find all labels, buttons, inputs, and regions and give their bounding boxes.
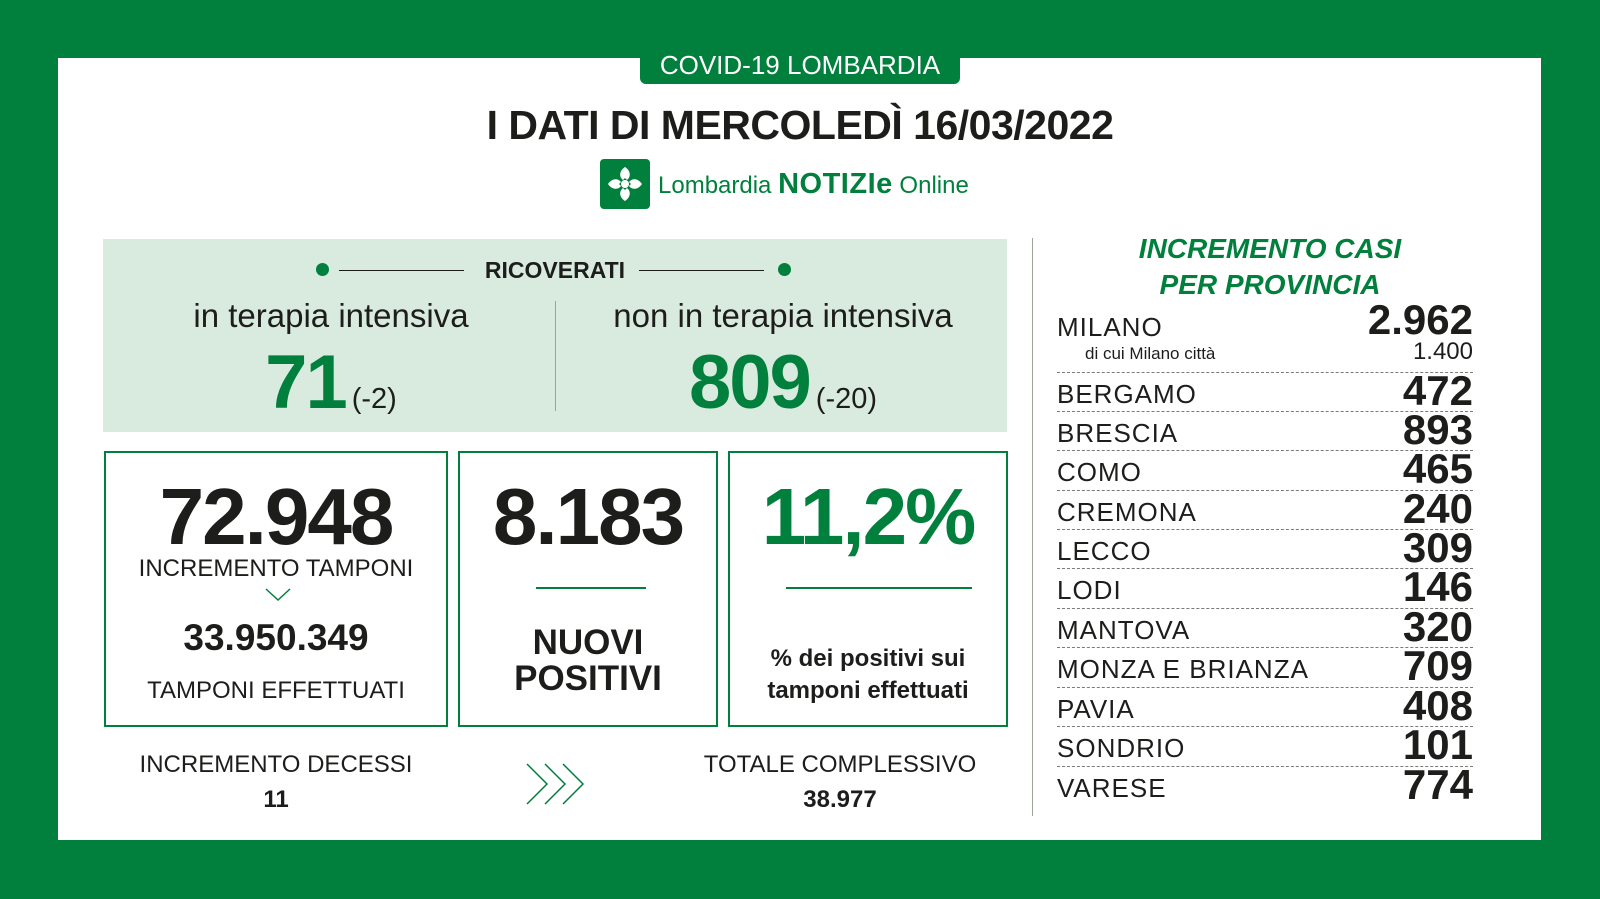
divider	[786, 587, 972, 589]
column-divider	[555, 301, 556, 411]
divider	[639, 270, 764, 271]
milano-city-label: di cui Milano città	[1085, 344, 1216, 363]
percentuale-label-line1: % dei positivi sui	[770, 645, 966, 672]
province-value: 709	[1402, 642, 1473, 689]
province-name: PAVIA	[1057, 694, 1135, 724]
province-name: COMO	[1057, 457, 1142, 487]
province-value: 309	[1402, 524, 1473, 571]
divider	[536, 587, 646, 589]
province-value: 774	[1402, 761, 1473, 808]
region-ribbon: COVID-19 LOMBARDIA	[640, 48, 960, 84]
tamponi-increment-label: INCREMENTO TAMPONI	[138, 555, 414, 582]
tamponi-increment-value: 72.948	[159, 472, 393, 561]
column-divider	[1032, 238, 1033, 816]
tamponi-total-value: 33.950.349	[183, 617, 369, 658]
province-value: 472	[1402, 367, 1473, 414]
intensiva-number: 71	[265, 340, 346, 425]
province-name: BERGAMO	[1057, 379, 1197, 409]
province-name: MILANO	[1057, 312, 1163, 342]
brand-text	[658, 168, 969, 201]
province-title-line2: PER PROVINCIA	[1159, 269, 1381, 300]
non-intensiva-value	[573, 339, 993, 426]
decessi-total-label: TOTALE COMPLESSIVO	[703, 751, 977, 778]
province-value: 320	[1402, 603, 1473, 650]
non-intensiva-number: 809	[688, 340, 810, 425]
province-value: 240	[1402, 485, 1473, 532]
province-title	[1105, 231, 1435, 303]
intensiva-delta: (-2)	[351, 383, 397, 415]
brand-regular: Lombardia	[658, 171, 772, 199]
province-name: MANTOVA	[1057, 615, 1191, 645]
positivi-label-line1: NUOVI	[532, 623, 644, 662]
province-name: CREMONA	[1057, 497, 1197, 527]
intensiva-value	[121, 339, 541, 426]
province-value: 146	[1402, 563, 1473, 610]
province-value: 465	[1402, 445, 1473, 492]
bullet-dot-icon	[778, 263, 791, 276]
province-value: 408	[1402, 682, 1473, 729]
non-intensiva-delta: (-20)	[815, 383, 878, 415]
province-name: SONDRIO	[1057, 733, 1186, 763]
lombardia-rose-icon	[600, 159, 650, 209]
ricoverati-title: RICOVERATI	[484, 257, 626, 283]
brand-bold: NOTIZIe	[778, 167, 893, 200]
positivi-box	[458, 451, 718, 727]
province-value: 893	[1402, 406, 1473, 453]
chevron-down-icon	[264, 587, 292, 608]
positivi-value: 8.183	[492, 472, 684, 561]
percentuale-box	[728, 451, 1008, 727]
brand-suffix: Online	[899, 171, 969, 199]
percentuale-label-line2: tamponi effettuati	[767, 677, 969, 704]
brand-logo	[600, 158, 969, 210]
triple-chevron-right-icon	[523, 760, 595, 813]
province-value: 2.962	[1367, 296, 1473, 343]
tamponi-box	[104, 451, 448, 727]
ricoverati-panel	[103, 239, 1007, 432]
province-title-line1: INCREMENTO CASI	[1138, 233, 1402, 264]
province-row-varese	[1057, 761, 1473, 808]
province-name: LECCO	[1057, 536, 1152, 566]
positivi-label-line2: POSITIVI	[514, 659, 662, 698]
province-name: VARESE	[1057, 773, 1167, 803]
non-intensiva-label: non in terapia intensiva	[613, 297, 953, 334]
decessi-label: INCREMENTO DECESSI	[139, 751, 413, 778]
page-title: I DATI DI MERCOLEDÌ 16/03/2022	[486, 102, 1114, 148]
tamponi-total-label: TAMPONI EFFETTUATI	[147, 677, 405, 704]
percentuale-value: 11,2%	[761, 472, 975, 561]
province-name: MONZA E BRIANZA	[1057, 654, 1309, 684]
milano-city-value: 1.400	[1412, 338, 1473, 365]
decessi-value: 11	[263, 786, 289, 813]
intensiva-label: in terapia intensiva	[193, 297, 469, 334]
province-name: BRESCIA	[1057, 418, 1179, 448]
province-row-milano	[1057, 296, 1473, 373]
province-name: LODI	[1057, 575, 1122, 605]
province-value: 101	[1402, 721, 1473, 768]
decessi-total-value: 38.977	[803, 786, 877, 813]
